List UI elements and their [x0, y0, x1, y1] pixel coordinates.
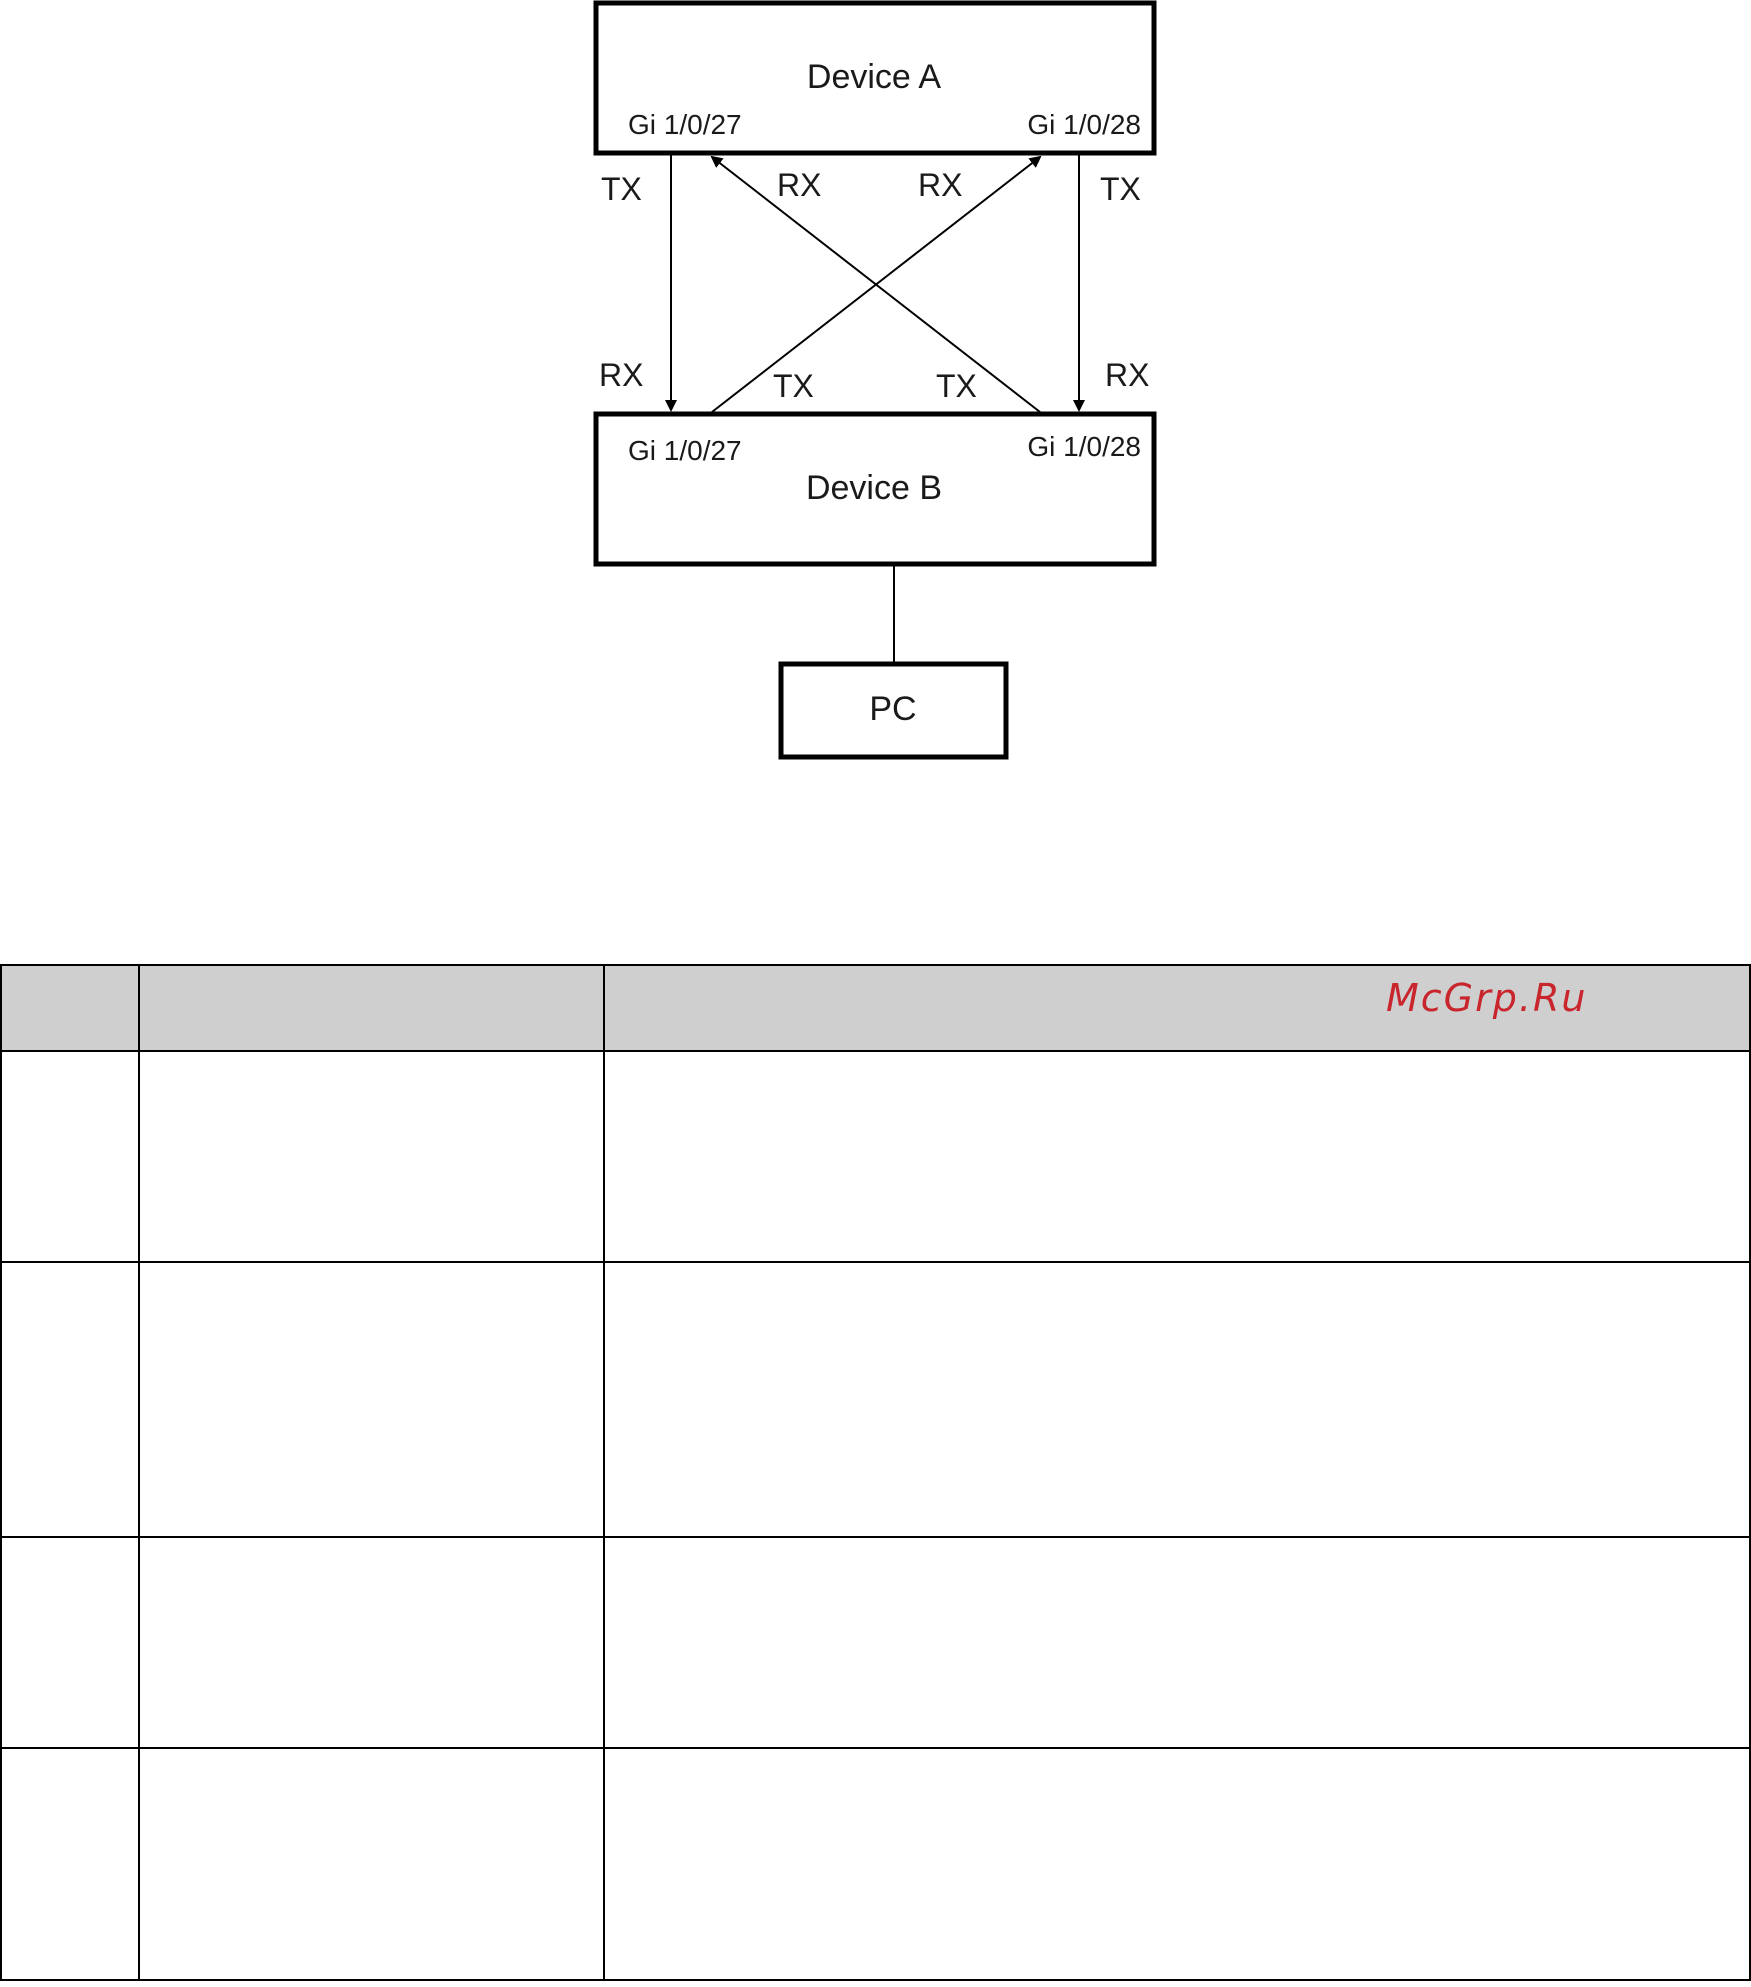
- network-diagram: [0, 0, 1751, 780]
- table-cell: [604, 1262, 1750, 1537]
- label-rx-b-right: RX: [1105, 357, 1150, 393]
- device-b-port-right: Gi 1/0/28: [1027, 431, 1141, 462]
- watermark: McGrp.Ru: [1386, 976, 1588, 1020]
- table-cell: [604, 1051, 1750, 1262]
- data-table: [0, 964, 1751, 1981]
- device-a-title: Device A: [806, 58, 942, 96]
- table-cell: [139, 1262, 604, 1537]
- table-cell: [604, 1537, 1750, 1748]
- table-cell: [1, 1537, 139, 1748]
- header-cell-1: [1, 965, 139, 1051]
- label-rx-a-mid-left: RX: [777, 167, 822, 203]
- device-b: [596, 414, 1154, 564]
- pc-title: PC: [869, 690, 917, 728]
- table-cell: [139, 1051, 604, 1262]
- table-row: [1, 1748, 1750, 1980]
- port-table: [0, 964, 1751, 1986]
- device-b-port-left: Gi 1/0/27: [628, 435, 742, 466]
- device-a-port-right: Gi 1/0/28: [1027, 109, 1141, 140]
- pc: [781, 664, 1006, 757]
- device-b-title: Device B: [805, 469, 943, 507]
- table-row: [1, 1262, 1750, 1537]
- header-cell-3: [604, 965, 1750, 1051]
- table-cell: [604, 1748, 1750, 1980]
- table-cell: [1, 1262, 139, 1537]
- label-tx-a-left: TX: [601, 171, 642, 207]
- table-row: [1, 1051, 1750, 1262]
- table-row: [1, 1537, 1750, 1748]
- label-tx-b-mid-left: TX: [773, 368, 814, 404]
- table-header-row: [1, 965, 1750, 1051]
- device-a: [596, 3, 1154, 153]
- label-rx-a-mid-right: RX: [918, 167, 963, 203]
- label-rx-b-left: RX: [599, 357, 644, 393]
- table-cell: [1, 1748, 139, 1980]
- table-cell: [139, 1748, 604, 1980]
- label-tx-b-mid-right: TX: [936, 368, 977, 404]
- table-cell: [1, 1051, 139, 1262]
- device-a-port-left: Gi 1/0/27: [628, 109, 742, 140]
- header-cell-2: [139, 965, 604, 1051]
- table-cell: [139, 1537, 604, 1748]
- label-tx-a-right: TX: [1100, 171, 1141, 207]
